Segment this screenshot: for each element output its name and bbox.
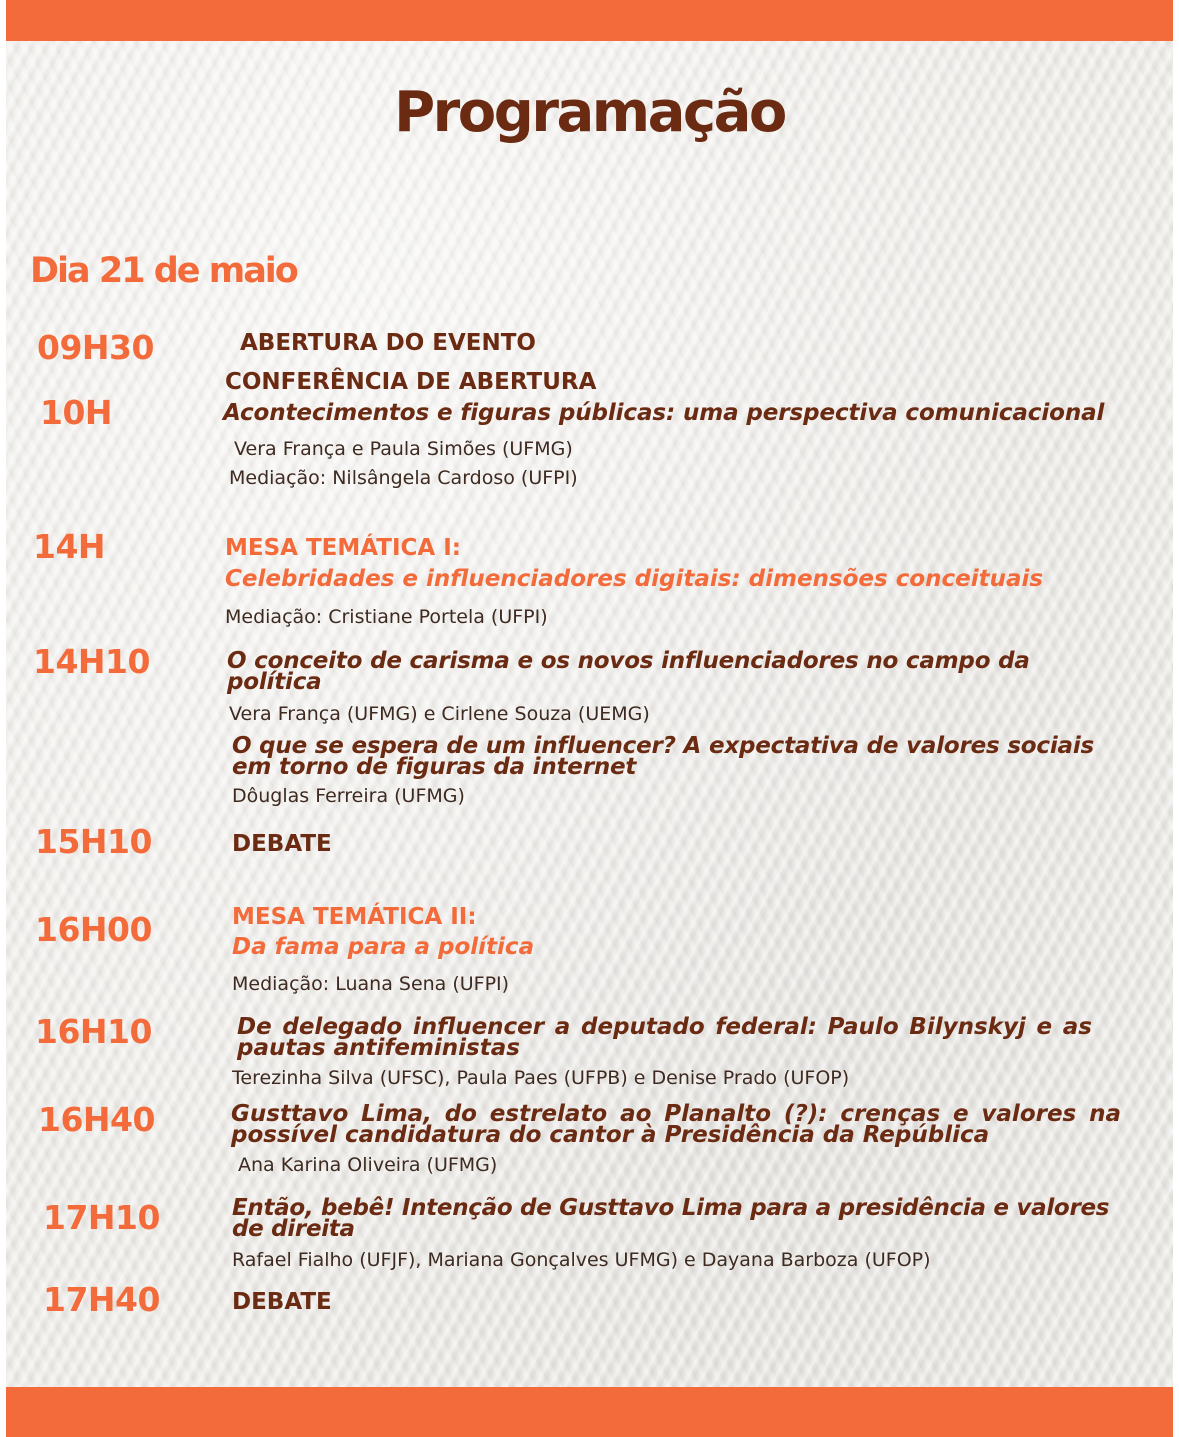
time-label: 17H10 — [43, 1198, 160, 1237]
talk-title: Acontecimentos e figuras públicas: uma perspectiva comunicacional — [223, 400, 1105, 426]
time-label: 16H40 — [38, 1100, 155, 1139]
mediation: Mediação: Luana Sena (UFPI) — [232, 973, 510, 995]
top-orange-band — [6, 0, 1173, 41]
talk-title: O que se espera de um influencer? A expectativa de valores sociais em torno de figuras da internet — [232, 733, 1095, 780]
time-label: 14H — [33, 527, 106, 566]
mediation: Mediação: Cristiane Portela (UFPI) — [225, 606, 548, 628]
time-label: 15H10 — [35, 822, 152, 861]
speakers: Ana Karina Oliveira (UFMG) — [238, 1154, 498, 1176]
time-label: 16H00 — [35, 910, 152, 949]
page-title: Programação — [394, 80, 785, 145]
talk-title: Então, bebê! Intenção de Gusttavo Lima para a presidência e valores de direita — [232, 1195, 1110, 1242]
speakers: Vera França e Paula Simões (UFMG) — [234, 438, 573, 460]
talk-title: De delegado influencer a deputado federal: Paulo Bilynskyj e as pautas antifeministas — [237, 1014, 1092, 1061]
time-label: 17H40 — [43, 1280, 160, 1319]
mediation: Mediação: Nilsângela Cardoso (UFPI) — [229, 467, 578, 489]
talk-title: O conceito de carisma e os novos influenciadores no campo da política — [227, 648, 1030, 695]
speakers: Terezinha Silva (UFSC), Paula Paes (UFPB) e Denise Prado (UFOP) — [232, 1067, 850, 1089]
bottom-orange-band — [6, 1387, 1173, 1437]
session-heading: MESA TEMÁTICA II: — [232, 904, 477, 930]
session-heading: ABERTURA DO EVENTO — [240, 330, 536, 356]
session-heading: DEBATE — [232, 1289, 332, 1315]
speakers: Vera França (UFMG) e Cirlene Souza (UEMG) — [229, 703, 650, 725]
talk-title: Da fama para a política — [232, 934, 535, 960]
session-heading: DEBATE — [232, 831, 332, 857]
time-label: 10H — [40, 393, 113, 432]
time-label: 09H30 — [37, 328, 154, 367]
speakers: Rafael Fialho (UFJF), Mariana Gonçalves UFMG) e Dayana Barboza (UFOP) — [232, 1249, 931, 1271]
time-label: 16H10 — [35, 1012, 152, 1051]
day-heading: Dia 21 de maio — [30, 251, 297, 291]
time-label: 14H10 — [33, 642, 150, 681]
talk-title: Celebridades e influenciadores digitais: dimensões conceituais — [225, 566, 1044, 592]
speakers: Dôuglas Ferreira (UFMG) — [232, 785, 465, 807]
session-heading: MESA TEMÁTICA I: — [225, 535, 461, 561]
talk-title: Gusttavo Lima, do estrelato ao Planalto (?): crenças e valores na possível candidatura do cantor à Presidência da República — [231, 1101, 1121, 1148]
session-heading: CONFERÊNCIA DE ABERTURA — [225, 369, 597, 395]
